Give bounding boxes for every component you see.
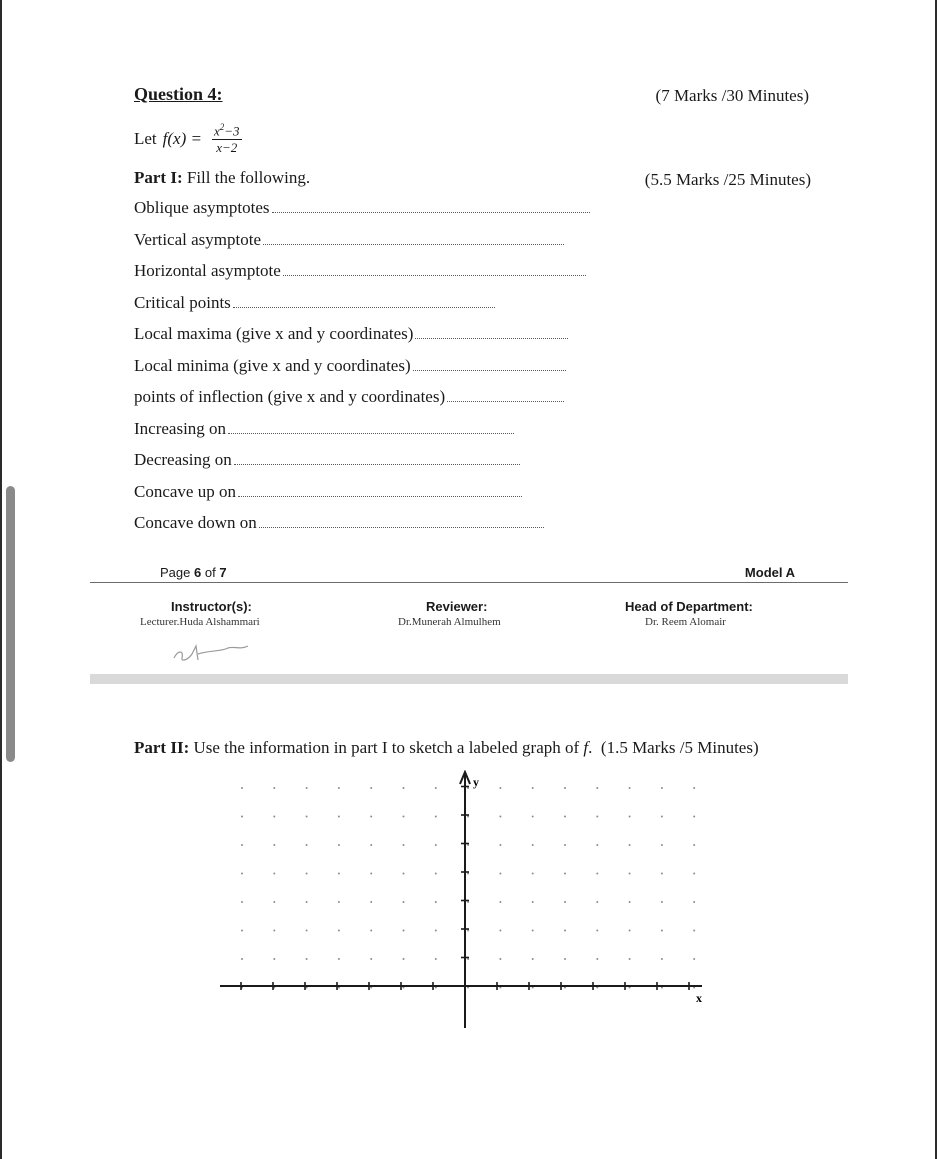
- part1-marks: (5.5 Marks /25 Minutes): [644, 170, 811, 189]
- grid-dot: [338, 958, 340, 960]
- grid-dot: [241, 958, 243, 960]
- grid-dot: [403, 958, 405, 960]
- fill-item-label: Increasing on: [134, 418, 227, 438]
- grid-dot: [306, 901, 308, 903]
- grid-dot: [596, 958, 598, 960]
- let-label: Let: [134, 129, 157, 149]
- fill-item: [134, 324, 568, 344]
- grid-dot: [693, 873, 695, 875]
- grid-dot: [596, 844, 598, 846]
- grid-dot: [338, 787, 340, 789]
- grid-dot: [499, 901, 501, 903]
- grid-dot: [241, 930, 243, 932]
- grid-dot: [693, 958, 695, 960]
- grid-dot: [273, 873, 275, 875]
- grid-dot: [435, 930, 437, 932]
- grid-dot: [241, 844, 243, 846]
- grid-dot: [435, 873, 437, 875]
- grid-dot: [532, 873, 534, 875]
- answer-blank[interactable]: [283, 271, 586, 276]
- fraction-denominator: x−2: [216, 140, 238, 156]
- grid-dot: [596, 873, 598, 875]
- grid-dot: [564, 816, 566, 818]
- grid-dot: [661, 873, 663, 875]
- answer-blank[interactable]: [234, 460, 520, 465]
- grid-dot: [241, 901, 243, 903]
- grid-dot: [370, 958, 372, 960]
- fill-item-label: Local maxima (give x and y coordinates): [134, 324, 414, 343]
- fill-item-label: Concave down on: [134, 513, 257, 532]
- window-left-border: [0, 0, 2, 1159]
- grid-dot: [273, 930, 275, 932]
- grid-dot: [338, 844, 340, 846]
- grid-dot: [403, 787, 405, 789]
- fill-item-label: Horizontal asymptote: [134, 261, 281, 280]
- reviewer-name: Dr.Munerah Almulhem: [398, 616, 501, 628]
- grid-dot: [306, 787, 308, 789]
- answer-blank[interactable]: [238, 492, 522, 497]
- fill-item-label: Oblique asymptotes: [134, 198, 270, 217]
- part1-heading: Part I: Fill the following.: [134, 168, 311, 187]
- grid-dot: [629, 930, 631, 932]
- head-name: Dr. Reem Alomair: [645, 616, 726, 628]
- grid-dot: [273, 901, 275, 903]
- fill-item: [134, 482, 522, 502]
- grid-dot: [370, 901, 372, 903]
- footer-divider: [90, 582, 848, 583]
- grid-dot: [435, 787, 437, 789]
- grid-dot: [629, 901, 631, 903]
- grid-dot: [564, 787, 566, 789]
- grid-dot: [532, 787, 534, 789]
- grid-dot: [370, 787, 372, 789]
- grid-dot: [564, 901, 566, 903]
- grid-dot: [338, 816, 340, 818]
- grid-dot: [661, 930, 663, 932]
- part2-heading: Part II: Use the information in part I to sketch a labeled graph of f. (1.5 Marks /5 Minutes): [134, 738, 759, 757]
- answer-blank[interactable]: [415, 334, 568, 339]
- grid-dot: [403, 844, 405, 846]
- page-break-band: [90, 674, 848, 684]
- grid-dot: [629, 787, 631, 789]
- axes: [220, 772, 702, 1028]
- grid-dot: [499, 958, 501, 960]
- grid-dot: [629, 873, 631, 875]
- grid-dot: [596, 930, 598, 932]
- instructor-role: Instructor(s):: [171, 599, 252, 614]
- grid-dot: [273, 816, 275, 818]
- grid-dot: [403, 816, 405, 818]
- grid-dot: [241, 873, 243, 875]
- answer-blank[interactable]: [413, 366, 566, 371]
- grid-dot: [532, 958, 534, 960]
- grid-dot: [564, 958, 566, 960]
- grid-dot: [532, 816, 534, 818]
- grid-dot: [338, 873, 340, 875]
- grid-dot: [693, 787, 695, 789]
- scrollbar-thumb[interactable]: [6, 486, 15, 762]
- function-fraction: [212, 122, 242, 156]
- grid-dot: [338, 901, 340, 903]
- function-lhs: f(x) =: [162, 129, 202, 149]
- grid-dot: [435, 901, 437, 903]
- reviewer-role: Reviewer:: [426, 599, 488, 614]
- grid-dot: [532, 844, 534, 846]
- fill-item: [134, 387, 564, 407]
- grid-dot: [435, 816, 437, 818]
- fill-item-label: Vertical asymptote: [134, 229, 261, 249]
- answer-blank[interactable]: [272, 208, 590, 213]
- grid-dot: [693, 930, 695, 932]
- grid-dot: [370, 816, 372, 818]
- fill-item: [134, 513, 544, 533]
- grid-dot: [306, 958, 308, 960]
- grid-dot: [661, 958, 663, 960]
- grid-dot: [661, 787, 663, 789]
- fill-item-label: Concave up on: [134, 481, 236, 501]
- grid-dot: [435, 958, 437, 960]
- grid-dot: [306, 816, 308, 818]
- grid-dot: [499, 930, 501, 932]
- fill-item: [134, 293, 495, 313]
- grid-dot: [661, 901, 663, 903]
- answer-blank[interactable]: [263, 240, 564, 245]
- answer-blank[interactable]: [233, 303, 495, 308]
- instructor-name: Lecturer.Huda Alshammari: [140, 616, 260, 628]
- head-role: Head of Department:: [625, 599, 753, 614]
- grid-dot: [338, 930, 340, 932]
- grid-dot: [693, 816, 695, 818]
- answer-blank[interactable]: [259, 523, 544, 528]
- function-definition: [134, 122, 242, 156]
- grid-dot: [596, 816, 598, 818]
- grid-dot: [629, 816, 631, 818]
- answer-blank[interactable]: [447, 397, 564, 402]
- fraction-numerator: $x^2-3$: [213, 122, 240, 139]
- grid-dot: [273, 844, 275, 846]
- grid-dot: [596, 787, 598, 789]
- instructor-signature: [168, 636, 258, 666]
- grid-dot: [499, 873, 501, 875]
- grid-dot: [564, 844, 566, 846]
- question-title: Question 4:: [134, 84, 223, 104]
- fill-item-label: Decreasing on: [134, 450, 232, 469]
- fill-item-label: Critical points: [134, 292, 231, 312]
- fill-item: [134, 261, 586, 281]
- grid-dot: [532, 930, 534, 932]
- grid-dot: [435, 844, 437, 846]
- fill-item: [134, 419, 514, 439]
- grid-dot: [403, 901, 405, 903]
- grid-dot: [564, 873, 566, 875]
- grid-dot: [693, 844, 695, 846]
- grid-dot: [370, 930, 372, 932]
- y-axis-label: y: [473, 775, 479, 789]
- grid-dot: [499, 816, 501, 818]
- grid-dot: [693, 901, 695, 903]
- grid-dot: [403, 873, 405, 875]
- fill-item: [134, 230, 564, 250]
- graph-area: [210, 770, 710, 1032]
- grid-dot: [370, 844, 372, 846]
- grid-dot: [564, 930, 566, 932]
- page-number: Page 6 of 7: [160, 565, 227, 580]
- grid-dot: [499, 787, 501, 789]
- fill-item-label: points of inflection (give x and y coordinates): [134, 387, 446, 406]
- grid-dot: [629, 844, 631, 846]
- fill-item: [134, 450, 520, 470]
- grid-dot: [306, 873, 308, 875]
- grid-dot: [241, 816, 243, 818]
- grid-dot: [306, 930, 308, 932]
- answer-blank[interactable]: [228, 429, 514, 434]
- grid-dot: [273, 958, 275, 960]
- fill-item-label: Local minima (give x and y coordinates): [134, 355, 411, 375]
- grid-dot: [403, 930, 405, 932]
- grid-dot: [306, 844, 308, 846]
- x-axis-label: x: [696, 991, 702, 1005]
- grid-dot: [273, 787, 275, 789]
- grid-dot: [241, 787, 243, 789]
- grid-dot: [532, 901, 534, 903]
- grid-dot: [596, 901, 598, 903]
- grid-dot: [661, 816, 663, 818]
- fill-item: [134, 198, 590, 218]
- grid-dot: [370, 873, 372, 875]
- grid-dot: [629, 958, 631, 960]
- model-label: Model A: [744, 565, 795, 580]
- fill-item: [134, 356, 566, 376]
- question-marks: (7 Marks /30 Minutes): [655, 86, 809, 105]
- grid-dot: [661, 844, 663, 846]
- grid-dot: [499, 844, 501, 846]
